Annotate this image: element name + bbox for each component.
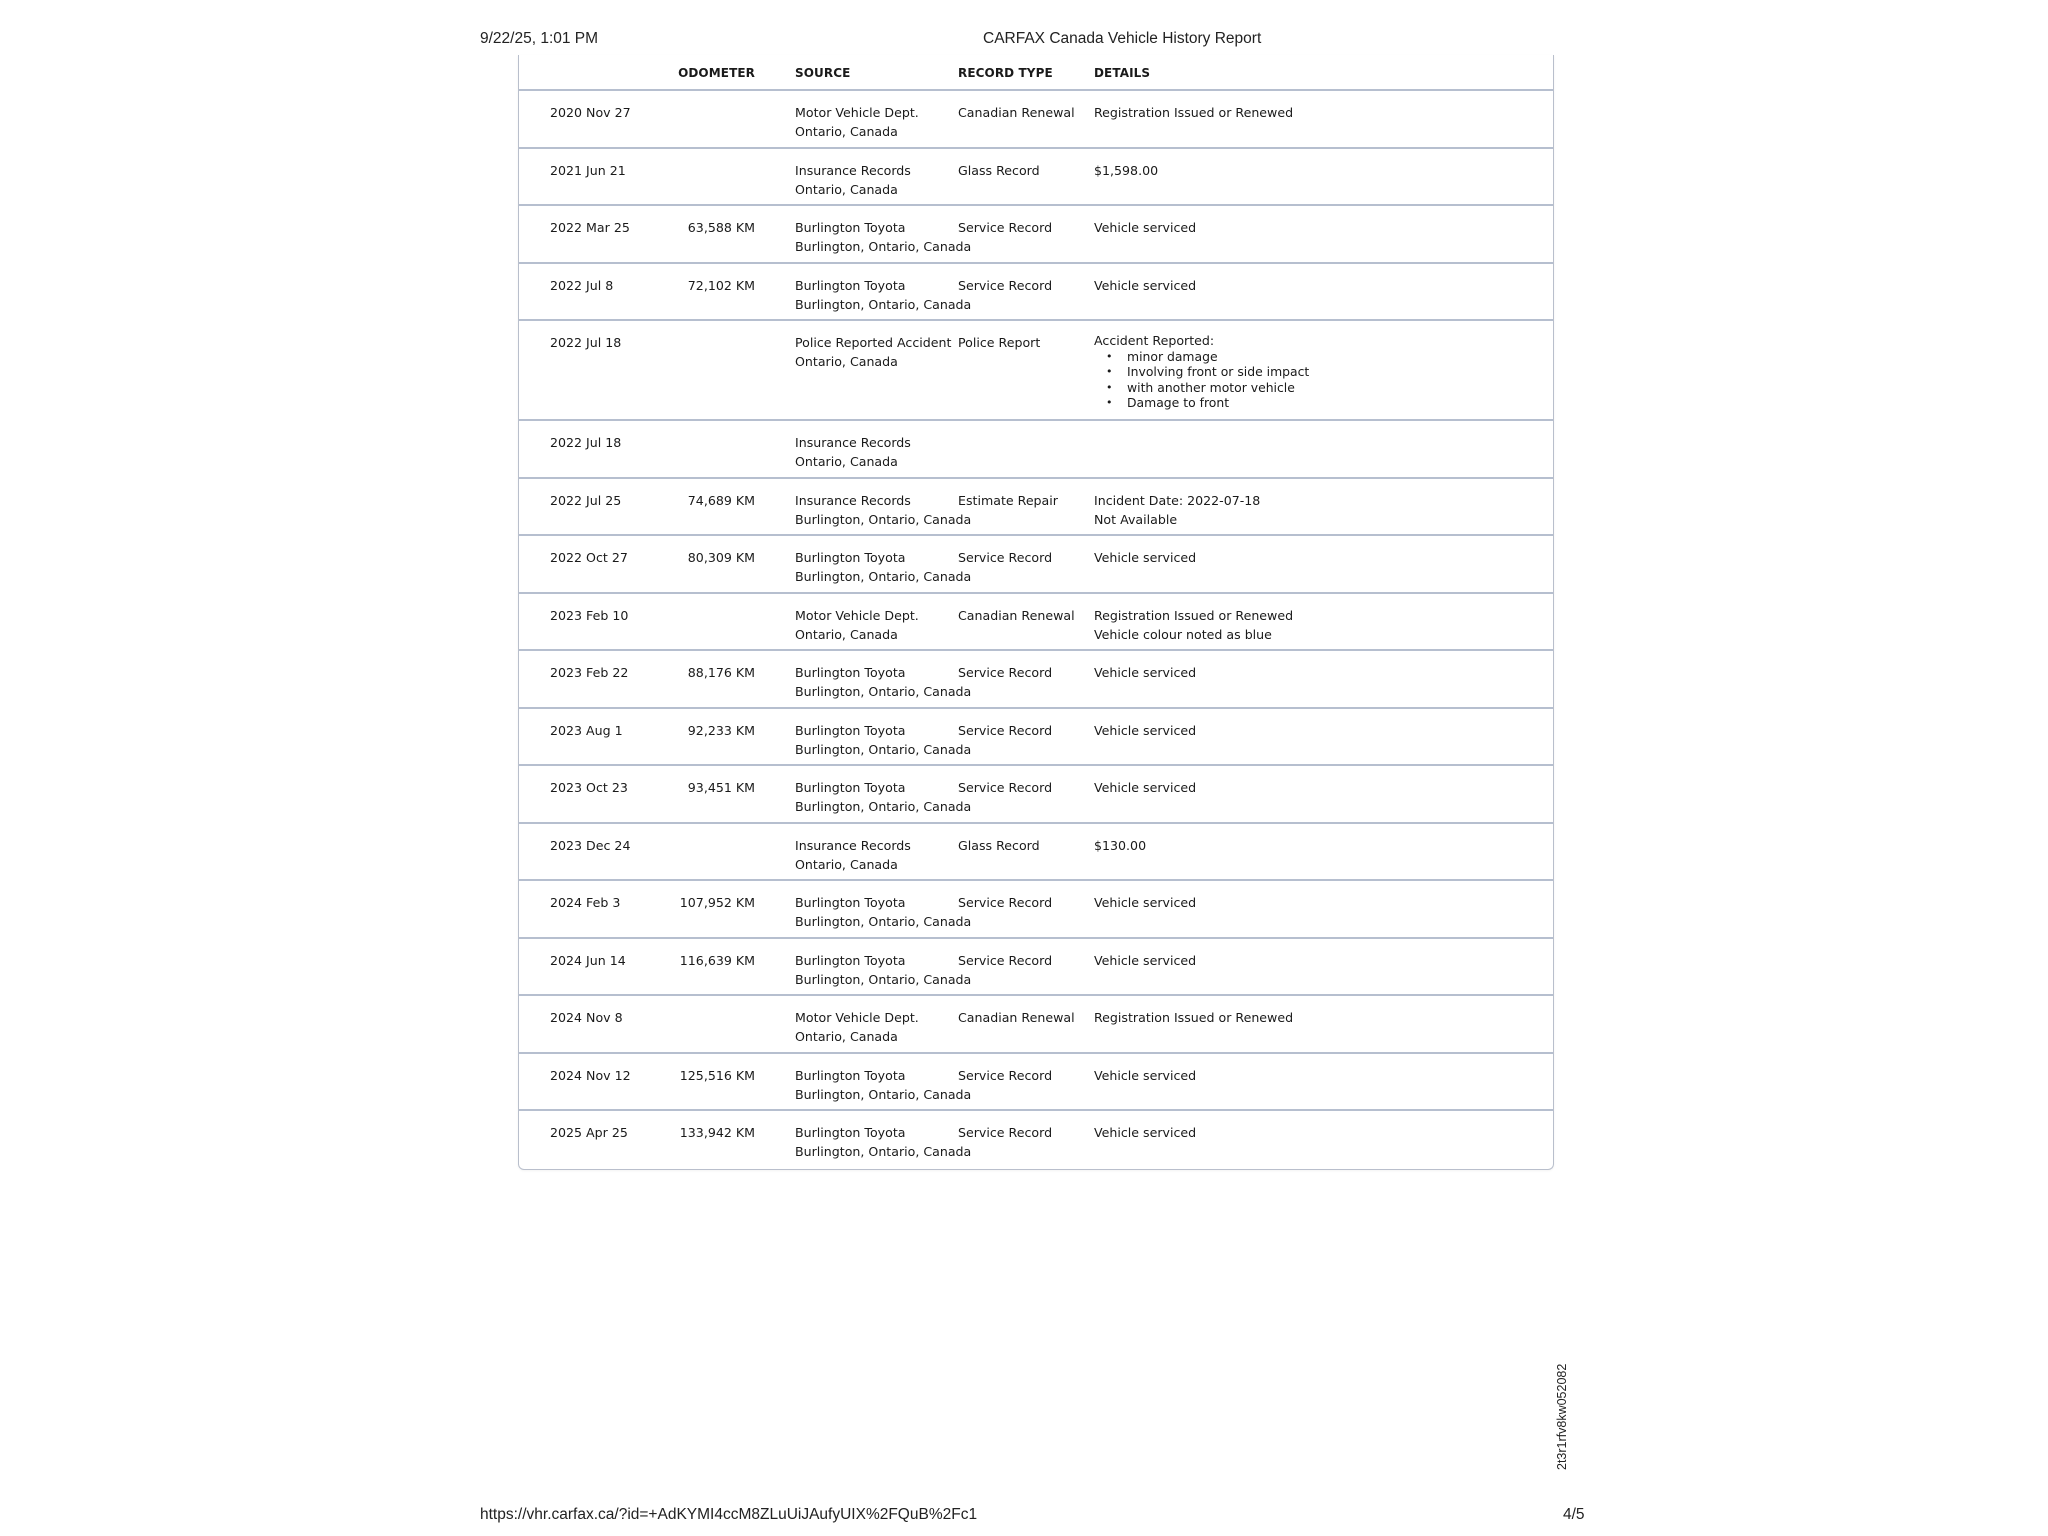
source-location: Burlington, Ontario, Canada [795, 971, 972, 987]
source-location: Burlington, Ontario, Canada [795, 914, 972, 929]
details-bullet-list [1094, 349, 1553, 411]
details-line: Registration Issued or Renewed [1094, 105, 1294, 120]
row-source [765, 939, 972, 995]
source-location: Ontario, Canada [795, 124, 898, 139]
row-date: 2024 Nov 12 [550, 1067, 631, 1083]
row-odometer: 63,588 KM [687, 220, 755, 235]
row-source [765, 996, 949, 1052]
row-date: 2024 Jun 14 [550, 952, 626, 968]
row-date: 2022 Jul 18 [550, 335, 622, 350]
row-source [765, 1054, 972, 1110]
row-odometer [651, 91, 765, 147]
row-record-type: Estimate Repair [958, 492, 1058, 508]
source-location: Ontario, Canada [795, 454, 898, 469]
source-location: Ontario, Canada [795, 856, 898, 872]
print-header-title: CARFAX Canada Vehicle History Report [983, 30, 1262, 47]
table-row [519, 594, 1553, 652]
row-odometer: 72,102 KM [687, 277, 755, 293]
row-record-type: Service Record [958, 1067, 1053, 1083]
row-details [1094, 824, 1553, 880]
row-odometer: 80,309 KM [687, 550, 755, 565]
source-name: Insurance Records [795, 837, 911, 853]
details-line: Registration Issued or Renewed [1094, 1010, 1294, 1025]
source-name: Burlington Toyota [795, 722, 906, 738]
row-date: 2023 Feb 22 [550, 665, 629, 680]
source-location: Burlington, Ontario, Canada [795, 511, 972, 527]
row-record-type [949, 421, 1094, 477]
row-source [765, 651, 972, 707]
table-row [519, 996, 1553, 1054]
details-line: Registration Issued or Renewed [1094, 607, 1294, 623]
row-details [1094, 149, 1553, 205]
source-location: Ontario, Canada [795, 181, 898, 197]
row-source [765, 206, 972, 262]
source-location: Ontario, Canada [795, 1029, 898, 1044]
vin-vertical-label: 2t3r1rfv8kw052082 [1555, 1363, 1569, 1470]
details-line: Vehicle serviced [1094, 1125, 1197, 1140]
row-odometer: 107,952 KM [679, 895, 755, 910]
table-body [519, 91, 1553, 1169]
row-record-type: Service Record [958, 952, 1053, 968]
details-line: $1,598.00 [1094, 162, 1159, 178]
row-source [765, 709, 972, 765]
row-date: 2023 Aug 1 [550, 722, 623, 738]
details-line: $130.00 [1094, 837, 1147, 853]
details-title: Accident Reported: [1094, 333, 1215, 348]
details-line: Not Available [1094, 511, 1178, 527]
source-name: Burlington Toyota [795, 780, 906, 795]
source-name: Motor Vehicle Dept. [795, 1010, 919, 1025]
source-location: Burlington, Ontario, Canada [795, 1086, 972, 1102]
header-details: DETAILS [1094, 66, 1151, 80]
table-row [519, 149, 1553, 207]
row-date: 2020 Nov 27 [550, 105, 631, 120]
row-date: 2021 Jun 21 [550, 162, 626, 178]
details-line: Vehicle serviced [1094, 1067, 1197, 1083]
row-source [765, 321, 952, 419]
source-name: Motor Vehicle Dept. [795, 105, 919, 120]
row-details [1094, 536, 1553, 592]
row-odometer: 74,689 KM [687, 492, 755, 508]
details-line: Vehicle serviced [1094, 550, 1197, 565]
details-line: Incident Date: 2022-07-18 [1094, 492, 1261, 508]
print-footer-url: https://vhr.carfax.ca/?id=+AdKYMI4ccM8ZLuUiJAufyUIX%2FQuB%2Fc1 [480, 1506, 978, 1523]
row-source [765, 536, 972, 592]
table-row [519, 264, 1553, 322]
source-name: Motor Vehicle Dept. [795, 607, 919, 623]
source-name: Insurance Records [795, 492, 911, 508]
table-row [519, 766, 1553, 824]
row-source [765, 1111, 972, 1169]
row-record-type: Service Record [958, 895, 1053, 910]
row-date: 2023 Feb 10 [550, 607, 629, 623]
header-source: SOURCE [795, 66, 851, 80]
row-details [1094, 939, 1553, 995]
source-location: Burlington, Ontario, Canada [795, 1144, 972, 1159]
table-row [519, 91, 1553, 149]
row-details [1094, 651, 1553, 707]
row-record-type: Service Record [958, 550, 1053, 565]
row-odometer: 92,233 KM [687, 722, 755, 738]
row-record-type: Canadian Renewal [958, 1010, 1075, 1025]
details-line: Vehicle serviced [1094, 895, 1197, 910]
source-name: Burlington Toyota [795, 1067, 906, 1083]
row-details [1094, 321, 1553, 419]
row-source [765, 881, 972, 937]
details-bullet-item: • Involving front or side impact [1106, 364, 1553, 380]
source-name: Insurance Records [795, 435, 911, 450]
details-line: Vehicle colour noted as blue [1094, 626, 1272, 642]
row-record-type: Service Record [958, 722, 1053, 738]
row-details [1094, 766, 1553, 822]
row-date: 2022 Mar 25 [550, 220, 630, 235]
row-date: 2023 Oct 23 [550, 780, 628, 795]
details-bullet-item: • minor damage [1106, 349, 1553, 365]
table-row [519, 939, 1553, 997]
row-details [1094, 91, 1553, 147]
source-location: Burlington, Ontario, Canada [795, 296, 972, 312]
row-details [1094, 206, 1553, 262]
details-line: Vehicle serviced [1094, 722, 1197, 738]
print-footer-page-number: 4/5 [1563, 1506, 1585, 1523]
table-row [519, 206, 1553, 264]
header-record-type: RECORD TYPE [958, 66, 1053, 80]
row-date: 2022 Jul 18 [550, 435, 622, 450]
row-date: 2025 Apr 25 [550, 1125, 628, 1140]
vehicle-history-table [518, 55, 1554, 1170]
row-date: 2024 Nov 8 [550, 1010, 623, 1025]
row-date: 2023 Dec 24 [550, 837, 631, 853]
row-record-type: Service Record [958, 780, 1053, 795]
details-line: Vehicle serviced [1094, 952, 1197, 968]
row-date: 2022 Jul 25 [550, 492, 622, 508]
details-line: Vehicle serviced [1094, 665, 1197, 680]
row-source [765, 594, 949, 650]
source-name: Insurance Records [795, 162, 911, 178]
row-record-type: Glass Record [958, 837, 1040, 853]
row-details [1094, 1111, 1553, 1169]
table-row [519, 421, 1553, 479]
table-row [519, 709, 1553, 767]
row-source [765, 766, 972, 822]
row-date: 2022 Oct 27 [550, 550, 628, 565]
details-bullet-item: • Damage to front [1106, 395, 1553, 411]
row-odometer: 93,451 KM [687, 780, 755, 795]
details-line: Vehicle serviced [1094, 277, 1197, 293]
row-details [1094, 881, 1553, 937]
table-row [519, 479, 1553, 537]
row-source [765, 479, 972, 535]
row-record-type: Service Record [958, 277, 1053, 293]
source-location: Ontario, Canada [795, 354, 898, 369]
row-source [765, 421, 949, 477]
table-row [519, 881, 1553, 939]
table-row [519, 651, 1553, 709]
details-line: Vehicle serviced [1094, 220, 1197, 235]
row-date: 2024 Feb 3 [550, 895, 621, 910]
details-bullet-item: • with another motor vehicle [1106, 380, 1553, 396]
row-source [765, 149, 949, 205]
row-source [765, 824, 949, 880]
details-line: Vehicle serviced [1094, 780, 1197, 795]
row-source [765, 264, 972, 320]
row-details [1094, 996, 1553, 1052]
row-odometer [651, 996, 765, 1052]
row-odometer [651, 594, 765, 650]
source-name: Burlington Toyota [795, 277, 906, 293]
row-record-type: Service Record [958, 1125, 1053, 1140]
source-location: Ontario, Canada [795, 626, 898, 642]
row-odometer: 125,516 KM [679, 1067, 755, 1083]
source-location: Burlington, Ontario, Canada [795, 684, 972, 699]
row-record-type: Canadian Renewal [958, 607, 1075, 623]
row-record-type: Canadian Renewal [958, 105, 1075, 120]
row-details [1094, 479, 1553, 535]
row-odometer: 133,942 KM [679, 1125, 755, 1140]
row-details [1094, 1054, 1553, 1110]
row-record-type: Service Record [958, 220, 1053, 235]
source-location: Burlington, Ontario, Canada [795, 799, 972, 814]
header-date [519, 55, 651, 89]
source-location: Burlington, Ontario, Canada [795, 569, 972, 584]
row-odometer: 88,176 KM [687, 665, 755, 680]
table-row [519, 536, 1553, 594]
row-odometer [651, 149, 765, 205]
source-name: Burlington Toyota [795, 895, 906, 910]
row-odometer: 116,639 KM [679, 952, 755, 968]
row-odometer [651, 824, 765, 880]
source-name: Burlington Toyota [795, 220, 906, 235]
row-details [1094, 709, 1553, 765]
row-details [1094, 594, 1553, 650]
source-location: Burlington, Ontario, Canada [795, 239, 972, 254]
row-record-type: Service Record [958, 665, 1053, 680]
row-source [765, 91, 949, 147]
row-date: 2022 Jul 8 [550, 277, 614, 293]
row-odometer [651, 421, 765, 477]
row-details [1094, 421, 1553, 477]
source-name: Burlington Toyota [795, 665, 906, 680]
source-location: Burlington, Ontario, Canada [795, 741, 972, 757]
source-name: Burlington Toyota [795, 952, 906, 968]
row-record-type: Glass Record [958, 162, 1040, 178]
row-odometer [651, 321, 765, 419]
table-row [519, 321, 1553, 421]
row-record-type: Police Report [958, 335, 1041, 350]
source-name: Burlington Toyota [795, 550, 906, 565]
table-header-row [519, 55, 1553, 91]
print-header-datetime: 9/22/25, 1:01 PM [480, 30, 599, 47]
table-row [519, 824, 1553, 882]
table-row [519, 1111, 1553, 1169]
source-name: Police Reported Accident [795, 335, 952, 350]
table-row [519, 1054, 1553, 1112]
source-name: Burlington Toyota [795, 1125, 906, 1140]
row-details [1094, 264, 1553, 320]
header-odometer: ODOMETER [678, 66, 755, 80]
